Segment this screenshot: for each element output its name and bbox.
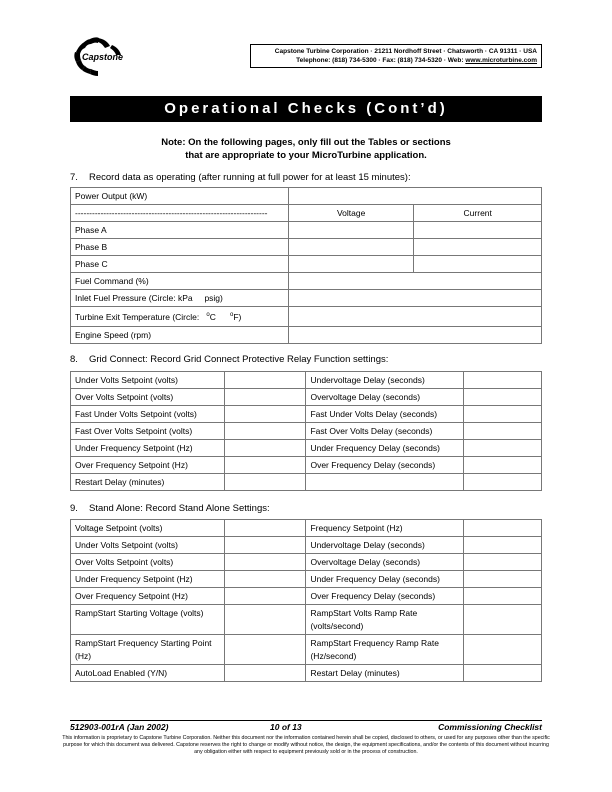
section-title-text: Grid Connect: Record Grid Connect Protective Relay Function settings: — [89, 354, 389, 365]
setting-value-field[interactable] — [224, 571, 306, 588]
setting-label: Undervoltage Delay (seconds) — [306, 372, 464, 389]
setting-label: RampStart Volts Ramp Rate (volts/second) — [306, 605, 464, 635]
setting-value-field[interactable] — [464, 389, 542, 406]
setting-label: Voltage Setpoint (volts) — [71, 520, 225, 537]
fahrenheit-text: F) — [233, 311, 242, 322]
inlet-pressure-label — [71, 290, 289, 307]
setting-value-field[interactable] — [224, 474, 306, 491]
document-title: Commissioning Checklist — [438, 722, 542, 732]
setting-value-field[interactable] — [464, 665, 542, 682]
degree-symbol: o — [230, 311, 234, 318]
exit-temp-field[interactable] — [288, 307, 541, 327]
table-row — [71, 440, 542, 457]
setting-label: Under Frequency Setpoint (Hz) — [71, 440, 225, 457]
table-row — [71, 423, 542, 440]
setting-label: Undervoltage Delay (seconds) — [306, 537, 464, 554]
setting-label: Over Volts Setpoint (volts) — [71, 389, 225, 406]
grid-connect-table — [70, 371, 542, 491]
table-row — [71, 290, 542, 307]
document-number: 512903-001rA (Jan 2002) — [70, 722, 169, 732]
setting-label: Under Volts Setpoint (volts) — [71, 537, 225, 554]
setting-label: Fast Under Volts Delay (seconds) — [306, 406, 464, 423]
table-row — [71, 474, 542, 491]
setting-value-field[interactable] — [464, 554, 542, 571]
setting-label: AutoLoad Enabled (Y/N) — [71, 665, 225, 682]
section-number: 8. — [70, 354, 78, 365]
contact-box — [250, 44, 542, 68]
phase-c-label: Phase C — [71, 256, 289, 273]
setting-value-field[interactable] — [464, 474, 542, 491]
setting-value-field[interactable] — [224, 520, 306, 537]
section-9-title — [70, 503, 270, 514]
setting-label: Over Frequency Setpoint (Hz) — [71, 588, 225, 605]
setting-value-field[interactable] — [464, 588, 542, 605]
section-title-text: Stand Alone: Record Stand Alone Settings: — [89, 503, 270, 514]
setting-value-field[interactable] — [224, 372, 306, 389]
setting-label: Fast Under Volts Setpoint (volts) — [71, 406, 225, 423]
psig-text: psig) — [204, 293, 223, 303]
setting-label: Overvoltage Delay (seconds) — [306, 389, 464, 406]
table-row — [71, 571, 542, 588]
phase-b-label: Phase B — [71, 239, 289, 256]
fuel-command-field[interactable] — [288, 273, 541, 290]
celsius-text: C — [209, 311, 216, 322]
capstone-logo — [68, 36, 130, 78]
setting-label: Under Volts Setpoint (volts) — [71, 372, 225, 389]
logo-wordmark: Capstone — [82, 52, 124, 62]
setting-value-field[interactable] — [464, 457, 542, 474]
setting-value-field[interactable] — [464, 406, 542, 423]
setting-label: Under Frequency Setpoint (Hz) — [71, 571, 225, 588]
phase-a-current-field[interactable] — [414, 222, 542, 239]
setting-value-field[interactable] — [464, 605, 542, 635]
instructions-note — [70, 136, 542, 162]
setting-label: Under Frequency Delay (seconds) — [306, 440, 464, 457]
phase-b-current-field[interactable] — [414, 239, 542, 256]
setting-value-field[interactable] — [224, 537, 306, 554]
inlet-pressure-text: Inlet Fuel Pressure (Circle: kPa — [75, 293, 193, 303]
section-number: 7. — [70, 172, 78, 183]
setting-value-field[interactable] — [464, 635, 542, 665]
inlet-pressure-field[interactable] — [288, 290, 541, 307]
power-output-field[interactable] — [288, 188, 541, 205]
table-row — [71, 273, 542, 290]
section-7-title — [70, 172, 411, 183]
table-row — [71, 457, 542, 474]
setting-value-field[interactable] — [464, 372, 542, 389]
dashes-label: -------------------------------------------------------------------- — [71, 205, 289, 222]
phase-b-voltage-field[interactable] — [288, 239, 414, 256]
table-row — [71, 222, 542, 239]
setting-label: Over Frequency Delay (seconds) — [306, 457, 464, 474]
operating-data-table — [70, 187, 542, 344]
fuel-command-label: Fuel Command (%) — [71, 273, 289, 290]
phase-a-voltage-field[interactable] — [288, 222, 414, 239]
setting-value-field[interactable] — [224, 457, 306, 474]
table-row — [71, 406, 542, 423]
table-row — [71, 307, 542, 327]
page-title: Operational Checks (Cont’d) — [70, 96, 542, 122]
setting-value-field[interactable] — [464, 423, 542, 440]
setting-label: Restart Delay (minutes) — [306, 665, 464, 682]
setting-value-field[interactable] — [224, 389, 306, 406]
engine-speed-label: Engine Speed (rpm) — [71, 327, 289, 344]
table-row — [71, 588, 542, 605]
section-8-title — [70, 354, 388, 365]
company-phone-line — [255, 56, 537, 65]
setting-value-field[interactable] — [224, 406, 306, 423]
setting-value-field[interactable] — [224, 588, 306, 605]
footer-divider — [70, 720, 542, 721]
table-row — [71, 239, 542, 256]
page-number: 10 of 13 — [270, 722, 302, 732]
phone-fax: Telephone: (818) 734-5300 · Fax: (818) 734-5320 · Web: — [296, 57, 466, 64]
phase-c-current-field[interactable] — [414, 256, 542, 273]
setting-value-field[interactable] — [224, 635, 306, 665]
degree-symbol: o — [206, 311, 210, 318]
setting-value-field[interactable] — [464, 571, 542, 588]
current-header: Current — [414, 205, 542, 222]
table-row — [71, 635, 542, 665]
stand-alone-table — [70, 519, 542, 682]
table-row — [71, 389, 542, 406]
setting-label: RampStart Frequency Starting Point (Hz) — [71, 635, 225, 665]
web-link[interactable]: www.microturbine.com — [465, 57, 537, 64]
power-output-label: Power Output (kW) — [71, 188, 289, 205]
setting-value-field[interactable] — [224, 665, 306, 682]
disclaimer: This information is proprietary to Capstone Turbine Corporation. Neither this document nor the information contained herein shall be copied, disclosed to others, or used for any purposes other than the specific purpose for which this document was delivered. Capstone reserves the right to change or modify without notice, the design, the equipment specifications, and/or the contents of this document without incurring any obligation either with respect to equipment previously sold or in the process of construction. — [62, 735, 550, 755]
note-line-1: Note: On the following pages, only fill out the Tables or sections — [161, 137, 451, 148]
table-row — [71, 327, 542, 344]
setting-value-field[interactable] — [224, 605, 306, 635]
setting-label: Over Volts Setpoint (volts) — [71, 554, 225, 571]
setting-value-field[interactable] — [464, 537, 542, 554]
engine-speed-field[interactable] — [288, 327, 541, 344]
setting-label: Under Frequency Delay (seconds) — [306, 571, 464, 588]
exit-temp-label — [71, 307, 289, 327]
exit-temp-text: Turbine Exit Temperature (Circle: — [75, 311, 200, 322]
voltage-header: Voltage — [288, 205, 414, 222]
phase-a-label: Phase A — [71, 222, 289, 239]
setting-label: Over Frequency Delay (seconds) — [306, 588, 464, 605]
setting-value-field[interactable] — [464, 520, 542, 537]
setting-label: Restart Delay (minutes) — [71, 474, 225, 491]
setting-label: Overvoltage Delay (seconds) — [306, 554, 464, 571]
setting-value-field[interactable] — [224, 440, 306, 457]
setting-label: Fast Over Volts Delay (seconds) — [306, 423, 464, 440]
table-row — [71, 372, 542, 389]
setting-label: RampStart Starting Voltage (volts) — [71, 605, 225, 635]
table-row — [71, 205, 542, 222]
table-row — [71, 665, 542, 682]
section-title-text: Record data as operating (after running at full power for at least 15 minutes): — [89, 172, 411, 183]
table-row — [71, 256, 542, 273]
table-row — [71, 520, 542, 537]
phase-c-voltage-field[interactable] — [288, 256, 414, 273]
table-row — [71, 554, 542, 571]
setting-value-field[interactable] — [224, 423, 306, 440]
setting-label: Frequency Setpoint (Hz) — [306, 520, 464, 537]
setting-label — [306, 474, 464, 491]
section-number: 9. — [70, 503, 78, 514]
setting-label: RampStart Frequency Ramp Rate (Hz/second) — [306, 635, 464, 665]
table-row — [71, 605, 542, 635]
table-row — [71, 537, 542, 554]
setting-label: Fast Over Volts Setpoint (volts) — [71, 423, 225, 440]
setting-label: Over Frequency Setpoint (Hz) — [71, 457, 225, 474]
setting-value-field[interactable] — [224, 554, 306, 571]
table-row — [71, 188, 542, 205]
setting-value-field[interactable] — [464, 440, 542, 457]
company-address: Capstone Turbine Corporation · 21211 Nordhoff Street · Chatsworth · CA 91311 · USA — [274, 48, 537, 55]
note-line-2: that are appropriate to your MicroTurbine application. — [185, 150, 427, 161]
